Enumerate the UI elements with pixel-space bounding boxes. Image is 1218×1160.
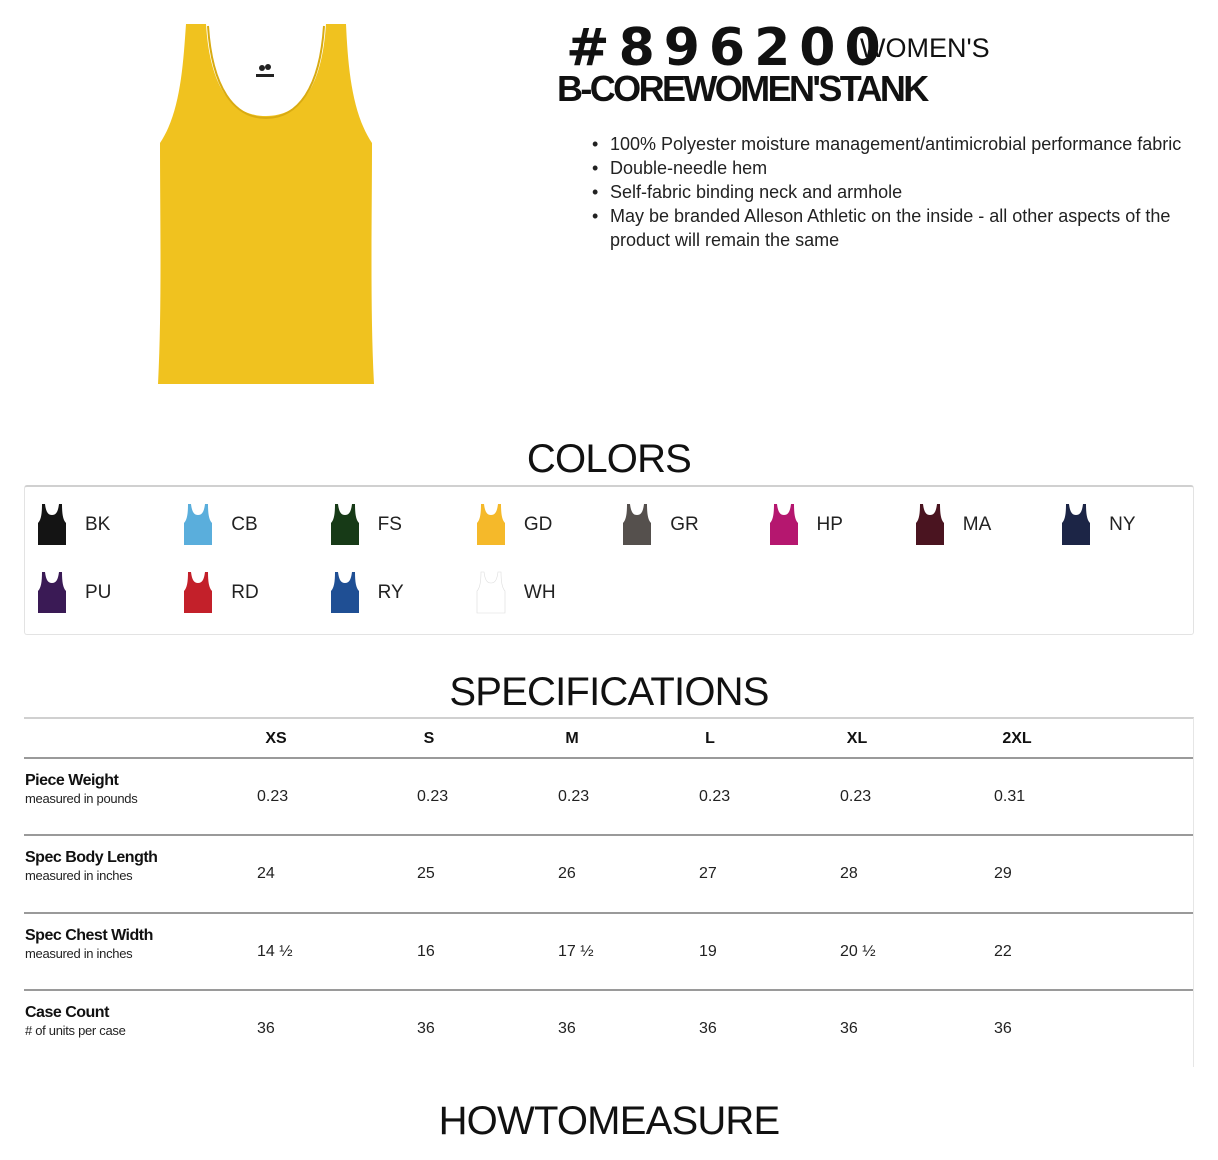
spec-cell: 36 [699,1020,717,1037]
tank-swatch-icon [183,502,213,546]
spec-cell: 16 [417,943,435,960]
spec-cell: 17 ½ [558,943,594,960]
spec-cell: 0.23 [558,788,590,805]
spec-cell: 14 ½ [257,943,293,960]
spec-row-unit: # of units per case [25,1023,126,1038]
spec-cell: 27 [699,865,717,882]
color-code: NY [1109,514,1136,535]
spec-cell: 28 [840,865,858,882]
brand-logo-icon [256,64,274,77]
size-header-m: M [565,730,579,747]
color-swatch-rd [175,570,315,614]
tank-swatch-icon [183,570,213,614]
feature-item: • May be branded Alleson Athletic on the inside - all other aspects of the product will remain the same [592,204,1182,252]
spec-cell: 24 [257,865,275,882]
color-code: WH [523,582,556,603]
spec-cell: 36 [994,1020,1012,1037]
spec-row-unit: measured in inches [25,946,133,961]
row-divider [24,989,1193,991]
tank-swatch-icon [915,502,945,546]
size-header-xs: XS [265,730,287,747]
how-to-measure-title: HOWTOMEASURE [438,1099,780,1143]
color-code: PU [85,582,112,603]
spec-cell: 20 ½ [840,943,876,960]
spec-cell: 0.23 [840,788,872,805]
color-swatch-wh [468,570,608,614]
spec-row-label: Case Count [25,1004,109,1021]
color-code: RY [377,582,404,603]
spec-cell: 0.31 [994,788,1026,805]
feature-item: • Self-fabric binding neck and armhole [592,180,1182,204]
spec-cell: 22 [994,943,1012,960]
product-name: B-COREWOMEN'STANK [557,68,927,109]
spec-cell: 26 [558,865,576,882]
color-swatch-gr [614,502,754,546]
tank-swatch-icon [1061,502,1091,546]
spec-cell: 36 [257,1020,275,1037]
color-swatch-gd [468,502,608,546]
spec-cell: 0.23 [699,788,731,805]
color-code: FS [377,514,402,535]
size-header-s: S [423,730,435,747]
tank-swatch-icon [37,502,67,546]
spec-cell: 0.23 [257,788,289,805]
spec-cell: 0.23 [417,788,449,805]
size-header-l: L [705,730,715,747]
spec-cell: 19 [699,943,717,960]
tank-swatch-icon [37,570,67,614]
spec-row-unit: measured in pounds [25,791,138,806]
color-swatch-cb [175,502,315,546]
color-code: RD [231,582,259,603]
color-code: GR [670,514,699,535]
color-swatch-bk [29,502,169,546]
color-code: HP [816,514,843,535]
row-divider [24,834,1193,836]
spec-cell: 29 [994,865,1012,882]
spec-row-label: Spec Chest Width [25,927,153,944]
spec-cell: 25 [417,865,435,882]
color-swatch-ry [322,570,462,614]
specifications-title: SPECIFICATIONS [449,670,769,714]
product-gender: WOMEN'S [860,33,990,63]
color-swatch-ma [907,502,1047,546]
size-header-2xl: 2XL [1002,730,1032,747]
spec-row-label: Piece Weight [25,772,119,789]
color-code: BK [85,514,111,535]
row-divider [24,912,1193,914]
row-divider [24,757,1193,759]
tank-swatch-icon [769,502,799,546]
color-code: MA [962,514,992,535]
tank-swatch-icon [622,502,652,546]
spec-cell: 36 [558,1020,576,1037]
feature-list [592,132,1182,252]
feature-item: • Double-needle hem [592,156,1182,180]
product-image [150,18,382,390]
color-swatch-hp [761,502,901,546]
spec-cell: 36 [417,1020,435,1037]
specifications-table [24,717,1194,1067]
feature-item: • 100% Polyester moisture management/antimicrobial performance fabric [592,132,1182,156]
tank-swatch-icon [476,502,506,546]
color-code: CB [231,514,258,535]
spec-row-unit: measured in inches [25,868,133,883]
color-swatch-ny [1053,502,1193,546]
color-swatch-fs [322,502,462,546]
colors-title: COLORS [526,437,692,481]
spec-row-label: Spec Body Length [25,849,158,866]
product-sku: #896200 [566,18,890,78]
color-swatch-pu [29,570,169,614]
color-code: GD [523,514,553,535]
tank-swatch-icon [330,570,360,614]
spec-cell: 36 [840,1020,858,1037]
tank-swatch-icon [476,570,506,614]
tank-swatch-icon [330,502,360,546]
size-header-xl: XL [846,730,868,747]
colors-panel [24,485,1194,635]
